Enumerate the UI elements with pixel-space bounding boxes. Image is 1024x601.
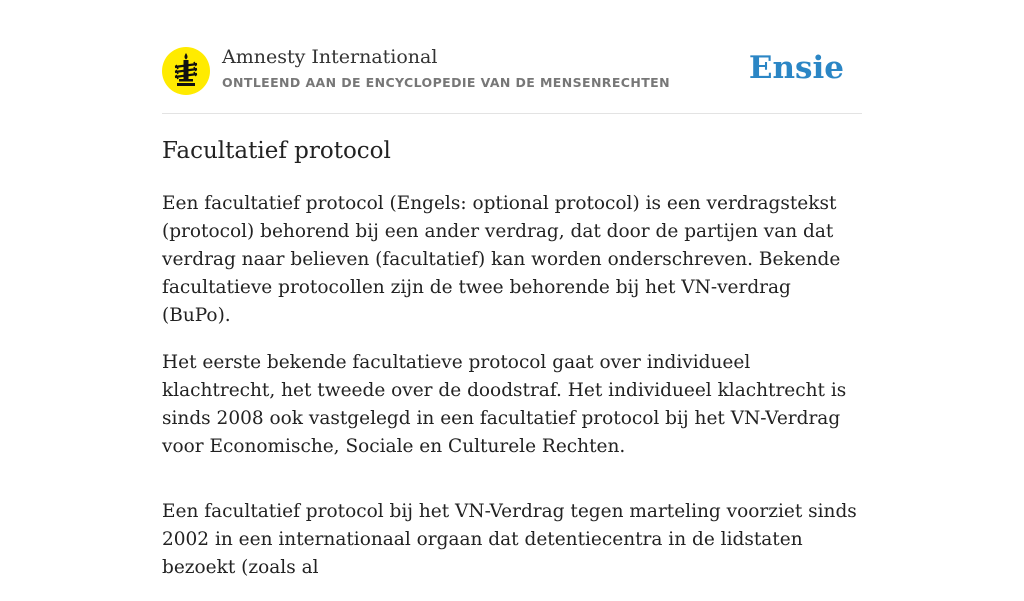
source-header bbox=[162, 0, 862, 114]
article-page bbox=[162, 0, 862, 578]
source-subtitle: ONTLEEND AAN DE ENCYCLOPEDIE VAN DE MENSENRECHTEN bbox=[222, 75, 670, 90]
source-name[interactable]: Amnesty International bbox=[222, 46, 438, 68]
amnesty-candle-icon[interactable] bbox=[162, 47, 210, 95]
article-body bbox=[162, 190, 862, 601]
page-title: Facultatief protocol bbox=[162, 138, 391, 164]
ensie-logo-link[interactable]: Ensie bbox=[748, 50, 844, 86]
paragraph-3: Een facultatief protocol bij het VN-Verdrag tegen marteling voorziet sinds 2002 in een internationaal orgaan dat detentiecentra in de lidstaten bezoekt (zoals al bbox=[162, 501, 857, 578]
paragraph-2: Het eerste bekende facultatieve protocol gaat over individueel klachtrecht, het tweede over de doodstraf. Het individueel klachtrecht is sinds 2008 ook vastgelegd in een facultatief protocol bij het VN-Verdrag voor Economische, Sociale en Culturele Rechten. bbox=[162, 352, 847, 457]
paragraph-1: Een facultatief protocol (Engels: optional protocol) is een verdragstekst (protocol) behorend bij een ander verdrag, dat door de partijen van dat verdrag naar believen (facultatief) kan worden onderschreven. Bekende facultatieve protocollen zijn de twee behorende bij het VN-verdrag (BuPo). bbox=[162, 193, 841, 326]
